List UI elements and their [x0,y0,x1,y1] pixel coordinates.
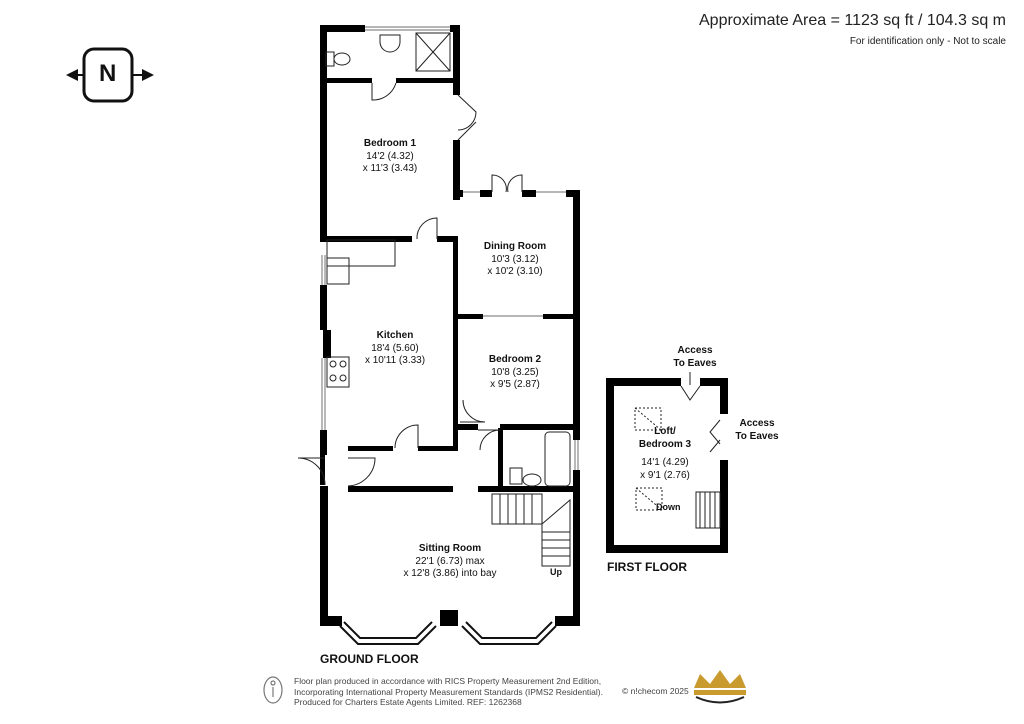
compass-letter: N [99,60,117,87]
copyright: © n!checom 2025 [622,686,689,696]
room-dim: 14'2 (4.32) [366,150,414,162]
room-dim: 22'1 (6.73) max [415,555,485,567]
access-label: Access [739,418,775,429]
room-dim: x 11'3 (3.43) [362,163,418,174]
scale-note: For identification only - Not to scale [849,36,1006,47]
room-dim: 18'4 (5.60) [371,342,419,354]
room-bedroom-2 [464,354,566,392]
stairs-down-label: Down [656,502,681,512]
first-floor-title: FIRST FLOOR [607,560,687,574]
room-name: Bedroom 2 [488,354,542,365]
room-dim: x 12'8 (3.86) into bay [403,568,497,579]
footer-line: Incorporating International Property Measurement Standards (IPMS2 Residential). [294,686,603,697]
room-name: Kitchen [376,330,414,341]
room-name: Bedroom 1 [363,138,417,149]
access-eaves-right [726,418,788,443]
access-label: To Eaves [673,357,717,369]
footer-disclaimer [294,676,603,708]
access-eaves-top [660,345,730,370]
access-label: Access [677,345,713,356]
crown-logo-icon [694,670,746,703]
room-loft [625,426,705,482]
ground-floor-title: GROUND FLOOR [320,652,419,666]
ground-floor-walls [320,25,580,626]
stairs-up-label: Up [550,567,562,577]
room-name: Bedroom 3 [638,438,692,450]
room-sitting [370,543,530,581]
room-dim: 10'3 (3.12) [491,253,539,265]
room-name: Sitting Room [418,543,482,554]
room-name: Dining Room [483,241,547,252]
room-dim: x 9'1 (2.76) [640,469,690,481]
access-label: To Eaves [735,430,779,442]
room-dim: 14'1 (4.29) [641,457,689,468]
room-dim: x 9'5 (2.87) [490,379,540,390]
footer-line: Floor plan produced in accordance with RICS Property Measurement 2nd Edition, [294,676,602,686]
room-bedroom-1 [340,138,440,176]
room-dim: x 10'11 (3.33) [364,355,426,366]
room-dim: 10'8 (3.25) [491,366,539,378]
room-kitchen [343,330,447,368]
room-name: Loft/ [654,426,676,437]
approximate-area: Approximate Area = 1123 sq ft / 104.3 sq m [699,12,1006,29]
footer-line: Produced for Charters Estate Agents Limited. REF: 1262368 [294,697,522,707]
info-person-icon [264,677,282,703]
room-dim: x 10'2 (3.10) [487,266,543,277]
room-dining [464,241,566,279]
